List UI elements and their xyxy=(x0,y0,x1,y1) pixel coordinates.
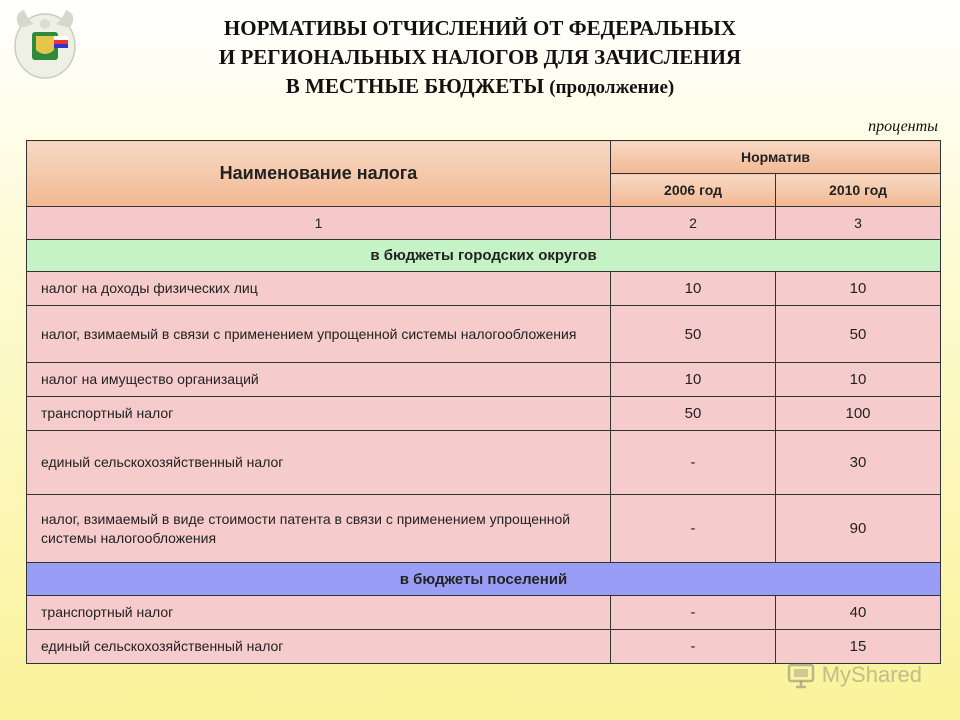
table-row xyxy=(27,431,941,495)
watermark-text: MyShared xyxy=(821,662,922,687)
value-2006: - xyxy=(611,431,776,495)
value-2010: 40 xyxy=(776,596,941,630)
tax-name: транспортный налог xyxy=(27,596,611,630)
tax-name: транспортный налог xyxy=(27,397,611,431)
value-2006: - xyxy=(611,596,776,630)
title-line-3 xyxy=(140,72,820,102)
value-2010: 15 xyxy=(776,630,941,664)
title-line-1: НОРМАТИВЫ ОТЧИСЛЕНИЙ ОТ ФЕДЕРАЛЬНЫХ xyxy=(223,16,737,40)
tax-norms-table xyxy=(26,140,941,664)
tax-name: налог, взимаемый в связи с применением упрощенной системы налогообложения xyxy=(27,306,611,363)
title-line-3-text: В МЕСТНЫЕ БЮДЖЕТЫ xyxy=(285,74,545,98)
title-suffix: (продолжение) xyxy=(549,77,675,98)
column-number-2: 2 xyxy=(611,207,776,240)
section-settlements: в бюджеты поселений xyxy=(27,563,941,596)
value-2006: 50 xyxy=(611,306,776,363)
tax-name: единый сельскохозяйственный налог xyxy=(27,630,611,664)
presentation-icon xyxy=(786,660,816,690)
header-tax-name: Наименование налога xyxy=(27,141,611,207)
value-2006: 10 xyxy=(611,272,776,306)
value-2006: - xyxy=(611,630,776,664)
section-city-districts: в бюджеты городских округов xyxy=(27,240,941,272)
table-row xyxy=(27,272,941,306)
value-2006: 10 xyxy=(611,363,776,397)
table-row xyxy=(27,306,941,363)
value-2010: 100 xyxy=(776,397,941,431)
value-2010: 10 xyxy=(776,363,941,397)
table-row xyxy=(27,397,941,431)
title-line-2: И РЕГИОНАЛЬНЫХ НАЛОГОВ ДЛЯ ЗАЧИСЛЕНИЯ xyxy=(218,45,742,69)
tax-name: единый сельскохозяйственный налог xyxy=(27,431,611,495)
table-row xyxy=(27,630,941,664)
table-row xyxy=(27,596,941,630)
tax-name: налог на доходы физических лиц xyxy=(27,272,611,306)
tax-name: налог на имущество организаций xyxy=(27,363,611,397)
column-number-1: 1 xyxy=(27,207,611,240)
tax-name: налог, взимаемый в виде стоимости патента в связи с применением упрощенной системы налогообложения xyxy=(27,495,611,563)
value-2006: - xyxy=(611,495,776,563)
header-norm: Норматив xyxy=(611,141,941,174)
value-2010: 90 xyxy=(776,495,941,563)
column-number-3: 3 xyxy=(776,207,941,240)
units-label: проценты xyxy=(868,118,938,135)
value-2010: 30 xyxy=(776,431,941,495)
watermark xyxy=(786,660,922,690)
table-row xyxy=(27,363,941,397)
value-2010: 50 xyxy=(776,306,941,363)
table-row xyxy=(27,495,941,563)
header-2010: 2010 год xyxy=(776,174,941,207)
value-2010: 10 xyxy=(776,272,941,306)
header-2006: 2006 год xyxy=(611,174,776,207)
page-title xyxy=(140,14,820,102)
value-2006: 50 xyxy=(611,397,776,431)
ministry-emblem-icon xyxy=(8,6,82,82)
